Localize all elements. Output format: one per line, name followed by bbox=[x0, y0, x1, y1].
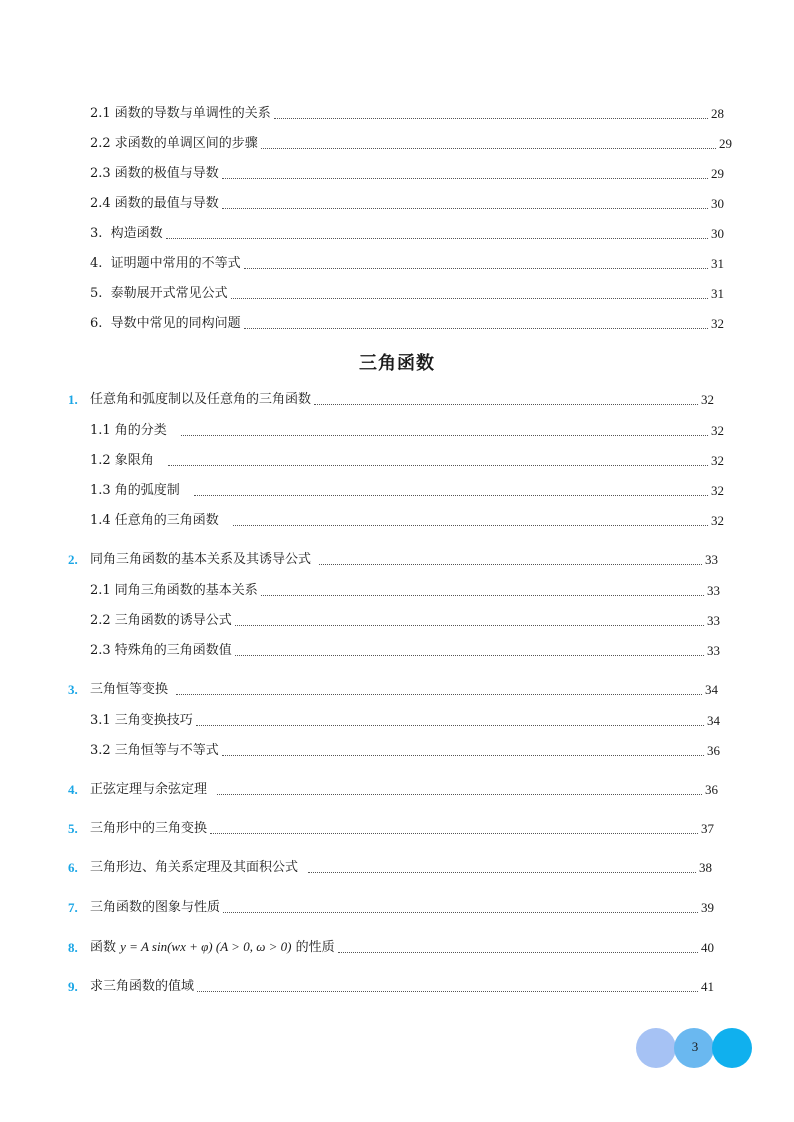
toc-entry-label: 2.1 函数的导数与单调性的关系 bbox=[90, 106, 271, 121]
toc-entry[interactable] bbox=[90, 166, 724, 182]
toc-entry-label: 2.1 同角三角函数的基本关系 bbox=[90, 583, 258, 598]
toc-entry[interactable] bbox=[90, 316, 724, 332]
toc-entry-label: 2.3 特殊角的三角函数值 bbox=[90, 643, 232, 658]
toc-section[interactable] bbox=[68, 552, 718, 568]
toc-section[interactable] bbox=[68, 979, 714, 995]
dot-leader bbox=[274, 118, 708, 119]
dot-leader bbox=[176, 694, 702, 695]
section-page: 32 bbox=[701, 392, 714, 407]
toc-section[interactable] bbox=[68, 392, 714, 408]
toc-entry-label: 1.3 角的弧度制 bbox=[90, 483, 180, 498]
section-number: 9. bbox=[68, 979, 78, 994]
toc-entry[interactable] bbox=[90, 713, 720, 729]
toc-section[interactable] bbox=[68, 939, 714, 956]
dot-leader bbox=[181, 435, 708, 436]
toc-entry-page: 34 bbox=[707, 713, 720, 728]
dot-leader bbox=[222, 208, 708, 209]
toc-entry-page: 32 bbox=[711, 423, 724, 438]
section-label-prefix: 函数 bbox=[90, 940, 121, 955]
section-label: 三角形中的三角变换 bbox=[90, 821, 208, 836]
dot-leader bbox=[222, 178, 708, 179]
toc-entry-page: 36 bbox=[707, 743, 720, 758]
toc-entry[interactable] bbox=[90, 613, 720, 629]
toc-entry-page: 32 bbox=[711, 316, 724, 331]
section-label: 同角三角函数的基本关系及其诱导公式 bbox=[90, 552, 312, 567]
section-page: 38 bbox=[699, 860, 712, 875]
section-label: 三角恒等变换 bbox=[90, 682, 169, 697]
section-number: 5. bbox=[68, 821, 78, 836]
dot-leader bbox=[261, 595, 704, 596]
toc-entry[interactable] bbox=[90, 196, 724, 212]
toc-entry-page: 31 bbox=[711, 256, 724, 271]
toc-entry-label: 2.2 三角函数的诱导公式 bbox=[90, 613, 232, 628]
section-page: 34 bbox=[705, 682, 718, 697]
section-number: 1. bbox=[68, 392, 78, 407]
dot-leader bbox=[231, 298, 708, 299]
toc-entry-label: 2.2 求函数的单调区间的步骤 bbox=[90, 136, 258, 151]
section-label-suffix: 的性质 bbox=[291, 940, 335, 955]
toc-section[interactable] bbox=[68, 821, 714, 837]
toc-entry-label: 3.2 三角恒等与不等式 bbox=[90, 743, 219, 758]
formula: y = A sin(wx + φ) (A > 0, ω > 0) bbox=[120, 939, 292, 954]
toc-entry-label: 3.1 三角变换技巧 bbox=[90, 713, 193, 728]
toc-entry[interactable] bbox=[90, 136, 732, 152]
section-number: 6. bbox=[68, 860, 78, 875]
toc-section[interactable] bbox=[68, 860, 712, 876]
toc-entry[interactable] bbox=[90, 286, 724, 302]
toc-entry[interactable] bbox=[90, 583, 720, 599]
toc-entry[interactable] bbox=[90, 256, 724, 272]
dot-leader bbox=[196, 725, 704, 726]
toc-entry-page: 30 bbox=[711, 226, 724, 241]
toc-entry[interactable] bbox=[90, 643, 720, 659]
toc-entry-label: 2.3 函数的极值与导数 bbox=[90, 166, 219, 181]
toc-entry-label: 4. 证明题中常用的不等式 bbox=[90, 256, 241, 271]
dot-leader bbox=[233, 525, 708, 526]
toc-entry-label: 1.2 象限角 bbox=[90, 453, 154, 468]
section-number: 2. bbox=[68, 552, 78, 567]
section-number: 3. bbox=[68, 682, 78, 697]
toc-entry-page: 28 bbox=[711, 106, 724, 121]
footer-circle-left bbox=[636, 1028, 676, 1068]
dot-leader bbox=[194, 495, 708, 496]
toc-entry-label: 3. 构造函数 bbox=[90, 226, 163, 241]
footer-circle-right bbox=[712, 1028, 752, 1068]
toc-entry-page: 29 bbox=[711, 166, 724, 181]
section-label: 求三角函数的值域 bbox=[90, 979, 195, 994]
dot-leader bbox=[223, 912, 698, 913]
section-page: 33 bbox=[705, 552, 718, 567]
dot-leader bbox=[166, 238, 708, 239]
dot-leader bbox=[261, 148, 716, 149]
dot-leader bbox=[244, 328, 708, 329]
chapter-title: 三角函数 bbox=[359, 353, 435, 374]
dot-leader bbox=[168, 465, 708, 466]
toc-entry-label: 1.1 角的分类 bbox=[90, 423, 167, 438]
dot-leader bbox=[319, 564, 702, 565]
dot-leader bbox=[197, 991, 698, 992]
toc-entry[interactable] bbox=[90, 226, 724, 242]
section-page: 41 bbox=[701, 979, 714, 994]
dot-leader bbox=[235, 655, 704, 656]
dot-leader bbox=[222, 755, 704, 756]
toc-entry[interactable] bbox=[90, 453, 724, 469]
toc-entry-label: 2.4 函数的最值与导数 bbox=[90, 196, 219, 211]
toc-entry-page: 30 bbox=[711, 196, 724, 211]
toc-entry-page: 32 bbox=[711, 513, 724, 528]
dot-leader bbox=[235, 625, 704, 626]
toc-entry[interactable] bbox=[90, 423, 724, 439]
toc-entry-label: 6. 导数中常见的同构问题 bbox=[90, 316, 241, 331]
section-label: 三角函数的图象与性质 bbox=[90, 900, 221, 915]
toc-entry[interactable] bbox=[90, 513, 724, 529]
section-number: 7. bbox=[68, 900, 78, 915]
dot-leader bbox=[308, 872, 696, 873]
toc-entry[interactable] bbox=[90, 106, 724, 122]
dot-leader bbox=[314, 404, 698, 405]
toc-entry-label: 5. 泰勒展开式常见公式 bbox=[90, 286, 228, 301]
toc-section[interactable] bbox=[68, 782, 718, 798]
section-label: 正弦定理与余弦定理 bbox=[90, 782, 208, 797]
section-number: 8. bbox=[68, 940, 78, 955]
toc-entry-page: 33 bbox=[707, 613, 720, 628]
section-page: 37 bbox=[701, 821, 714, 836]
toc-entry[interactable] bbox=[90, 743, 720, 759]
toc-section[interactable] bbox=[68, 900, 714, 916]
toc-entry-page: 33 bbox=[707, 583, 720, 598]
toc-entry-page: 32 bbox=[711, 483, 724, 498]
toc-entry-label: 1.4 任意角的三角函数 bbox=[90, 513, 219, 528]
section-label: 三角形边、角关系定理及其面积公式 bbox=[90, 860, 299, 875]
section-number: 4. bbox=[68, 782, 78, 797]
dot-leader bbox=[217, 794, 702, 795]
toc-entry-page: 33 bbox=[707, 643, 720, 658]
section-label bbox=[90, 939, 335, 956]
toc-entry[interactable] bbox=[90, 483, 724, 499]
toc-entry-page: 31 bbox=[711, 286, 724, 301]
dot-leader bbox=[338, 952, 698, 953]
section-page: 39 bbox=[701, 900, 714, 915]
dot-leader bbox=[244, 268, 708, 269]
section-label: 任意角和弧度制以及任意角的三角函数 bbox=[90, 392, 312, 407]
toc-entry-page: 29 bbox=[719, 136, 732, 151]
section-page: 36 bbox=[705, 782, 718, 797]
dot-leader bbox=[210, 833, 698, 834]
toc-section[interactable] bbox=[68, 682, 718, 698]
section-page: 40 bbox=[701, 940, 714, 955]
page-number: 3 bbox=[691, 1039, 699, 1054]
toc-entry-page: 32 bbox=[711, 453, 724, 468]
